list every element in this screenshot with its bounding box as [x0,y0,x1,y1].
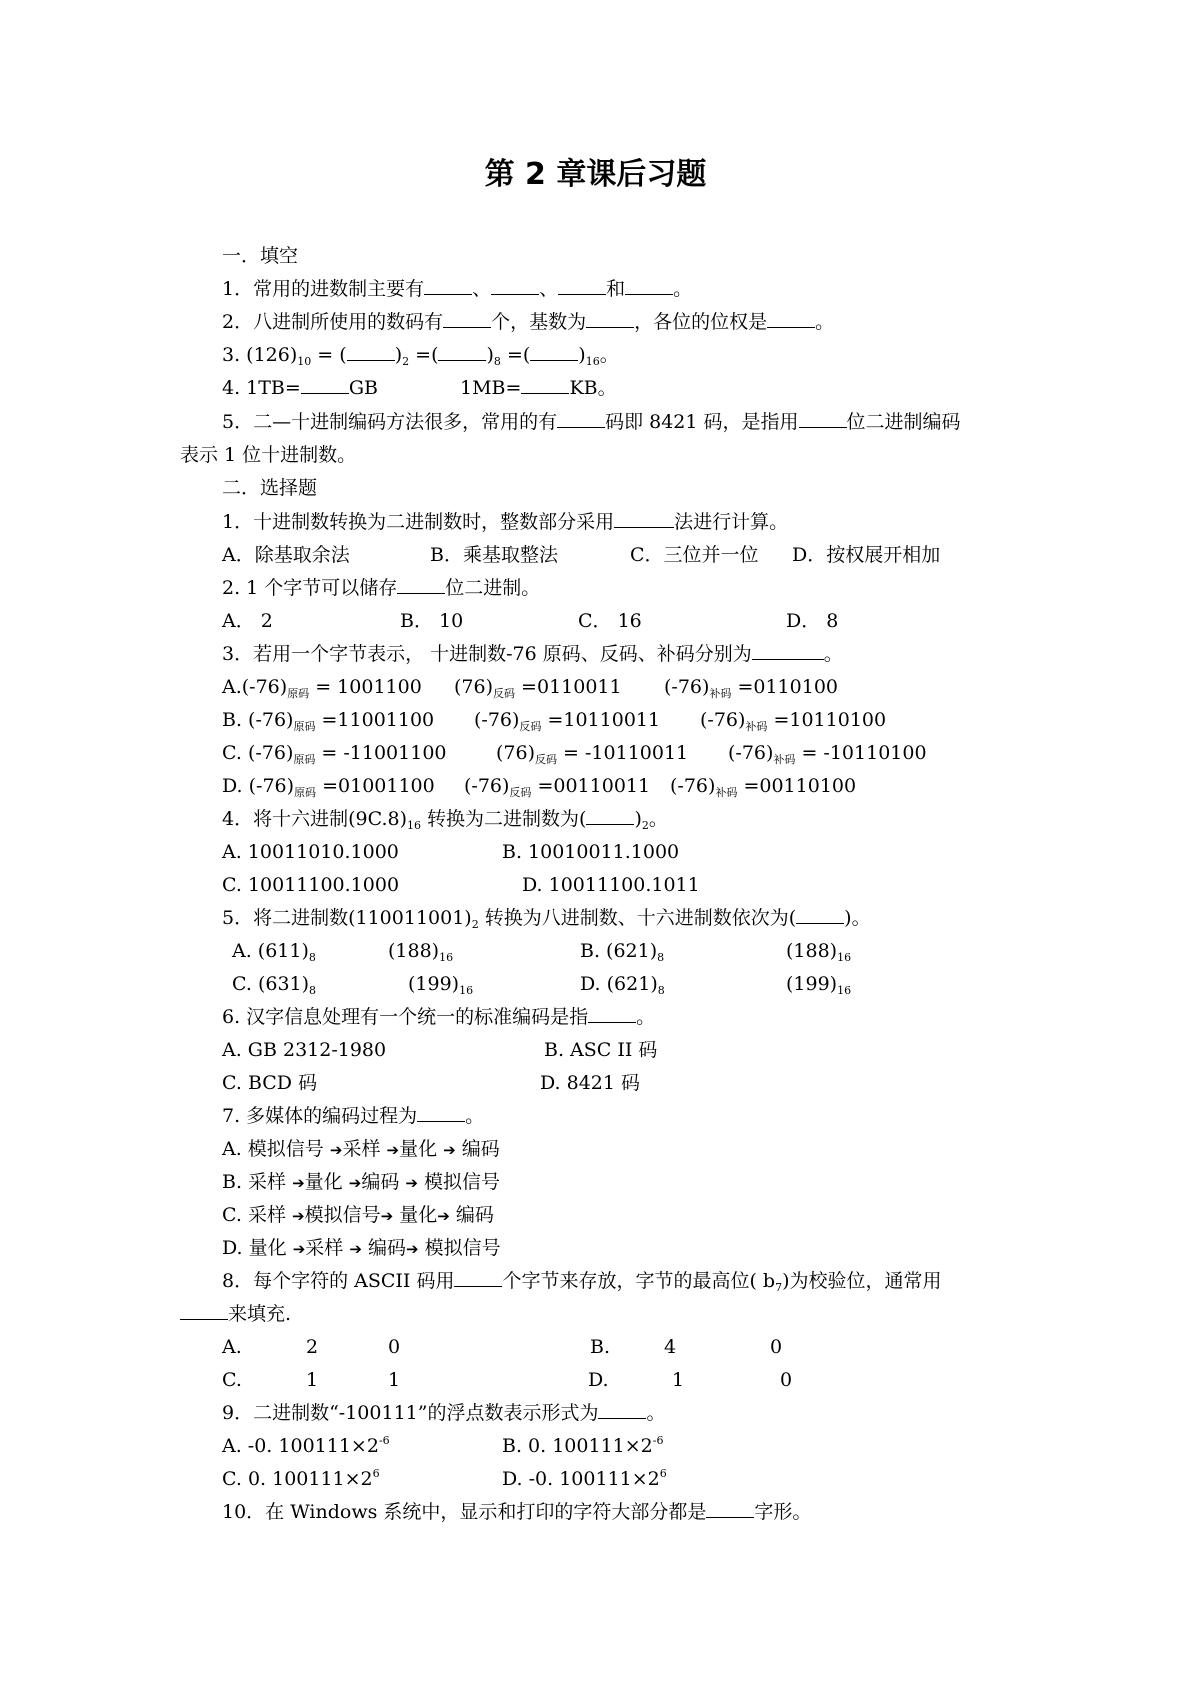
section-heading-fill: 一．填空 [222,245,299,267]
option-8a-v2: 0 [388,1336,401,1358]
option-8d-v2: 0 [780,1369,793,1391]
option-4b: B. 10010011.1000 [502,841,680,863]
option-8b-label: B. [590,1336,611,1358]
option-8d-label: D. [588,1369,609,1391]
fill-question-4: 4. 1TB= GB [222,377,378,399]
option-8d-v1: 1 [672,1369,685,1391]
option-4c: C. 10011100.1000 [222,874,400,896]
choice-question-8: 8．每个字符的 ASCII 码用 个字节来存放，字节的最高位( $b_7$)为校验位，通常用 [222,1270,942,1294]
option-6b: B. ASC II 码 [544,1039,658,1061]
option-7a: A. 模拟信号 ➔采样 ➔量化 ➔ 编码 [222,1138,500,1160]
option-6c: C. BCD 码 [222,1072,318,1094]
arrow-icon: ➔ [329,1141,343,1159]
option-3d-yuan: D. $(-76)_{原码} =01001100$ [222,775,435,799]
option-1c: C．三位并一位 [630,544,759,566]
option-3c-yuan: C. $(-76)_{原码} = -11001100$ [222,742,447,766]
fill-question-5-continued: 表示 1 位十进制数。 [180,444,357,466]
option-9a: A. -0. $100111\times 2^{-6}$ [222,1434,390,1457]
option-5c-hex: $(199)_{16}$ [408,973,474,997]
choice-question-10: 10．在 Windows 系统中，显示和打印的字符大部分都是 字形。 [222,1501,812,1523]
choice-question-5: 5．将二进制数$(110011001)_2$ 转换为八进制数、十六进制数依次为( )。 [222,907,871,931]
option-8b-v2: 0 [770,1336,783,1358]
option-7c: C. 采样 ➔模拟信号➔ 量化➔ 编码 [222,1204,494,1226]
option-1d: D．按权展开相加 [792,544,941,566]
choice-question-3: 3．若用一个字节表示， 十进制数-76 原码、反码、补码分别为 。 [222,643,843,665]
arrow-icon: ➔ [386,1141,400,1159]
arrow-icon: ➔ [380,1207,394,1225]
option-2b: B． 10 [400,610,464,632]
fill-question-5: 5．二—十进制编码方法很多，常用的有 码即 8421 码，是指用 位二进制编码 [222,411,961,433]
choice-question-4: 4．将十六进制$(9C.8)_{16}$ 转换为二进制数为( )$_2$。 [222,808,668,832]
option-3b-fan: $(-76)_{反码} =10110011$ [474,709,661,733]
option-3b-bu: $(-76)_{补码} =10110100$ [700,709,887,733]
option-2a: A． 2 [222,610,273,632]
arrow-icon: ➔ [443,1141,456,1159]
section-heading-choice: 二．选择题 [222,477,318,499]
option-9b: B. 0. $100111\times 2^{-6}$ [502,1434,664,1457]
option-8b-v1: 4 [664,1336,677,1358]
option-6a: A. GB 2312-1980 [222,1039,387,1061]
choice-question-6: 6. 汉字信息处理有一个统一的标准编码是指 。 [222,1006,656,1028]
arrow-icon: ➔ [292,1207,305,1225]
option-7d: D. 量化 ➔采样 ➔ 编码➔ 模拟信号 [222,1237,501,1259]
option-2d: D． 8 [786,610,839,632]
option-2c: C． 16 [578,610,642,632]
option-5c-oct: C. $(631)_8$ [232,973,317,997]
fill-question-3: 3. $(126)_{10}$ = ( )$_2$ =( )$_8$ =( )$_{16}$。 [222,344,619,368]
fill-question-2: 2．八进制所使用的数码有 个，基数为 ，各位的位权是 。 [222,311,835,333]
option-7b: B. 采样 ➔量化 ➔编码 ➔ 模拟信号 [222,1171,501,1193]
arrow-icon: ➔ [348,1174,362,1192]
option-9c: C. 0. $100111\times 2^6$ [222,1467,380,1490]
arrow-icon: ➔ [405,1174,418,1192]
arrow-icon: ➔ [292,1174,305,1192]
choice-question-9: 9．二进制数“-100111”的浮点数表示形式为 。 [222,1402,666,1424]
option-8a-v1: 2 [306,1336,319,1358]
option-5d-oct: D. $(621)_8$ [580,973,665,997]
arrow-icon: ➔ [405,1240,419,1258]
option-5d-hex: $(199)_{16}$ [786,973,852,997]
choice-question-8-continued: 来填充. [180,1301,291,1327]
option-3c-fan: $(76)_{反码} = -10110011$ [496,742,689,766]
option-3a-bu: $(-76)_{补码} =0110100$ [664,676,838,700]
choice-question-1: 1．十进制数转换为二进制数时，整数部分采用 法进行计算。 [222,511,789,533]
fill-question-1: 1．常用的进数制主要有 、 、 和 。 [222,278,693,300]
option-1b: B．乘基取整法 [430,544,558,566]
option-8c-v1: 1 [306,1369,319,1391]
page-title: 第 2 章课后习题 [484,157,707,192]
option-3d-bu: $(-76)_{补码} =00110100$ [670,775,857,799]
option-3b-yuan: B. $(-76)_{原码} =11001100$ [222,709,435,733]
choice-question-7: 7. 多媒体的编码过程为 。 [222,1105,485,1127]
option-8a-label: A. [222,1336,242,1358]
arrow-icon: ➔ [349,1240,362,1258]
option-5b-oct: B. $(621)_8$ [580,940,665,964]
option-3a-yuan: $A.(-76)_{原码} = 1001100$ [222,676,422,700]
option-3a-fan: $(76)_{反码} =0110011$ [454,676,622,700]
option-4a: A. 10011010.1000 [222,841,399,863]
option-4d: D. 10011100.1011 [522,874,700,896]
option-1a: A．除基取余法 [222,544,350,566]
option-5a-oct: A. $(611)_8$ [232,940,316,964]
fill-question-4-part-2: 1MB= KB。 [460,377,617,399]
option-3c-bu: $(-76)_{补码} = -10110100$ [728,742,927,766]
option-5b-hex: $(188)_{16}$ [786,940,852,964]
arrow-icon: ➔ [437,1207,450,1225]
option-9d: D. -0. $100111\times 2^6$ [502,1467,667,1490]
arrow-icon: ➔ [292,1240,306,1258]
option-8c-label: C. [222,1369,242,1391]
option-8c-v2: 1 [388,1369,401,1391]
option-6d: D. 8421 码 [540,1072,641,1094]
choice-question-2: 2. 1 个字节可以储存 位二进制。 [222,577,541,599]
option-3d-fan: $(-76)_{反码} =00110011$ [464,775,651,799]
option-5a-hex: $(188)_{16}$ [388,940,454,964]
